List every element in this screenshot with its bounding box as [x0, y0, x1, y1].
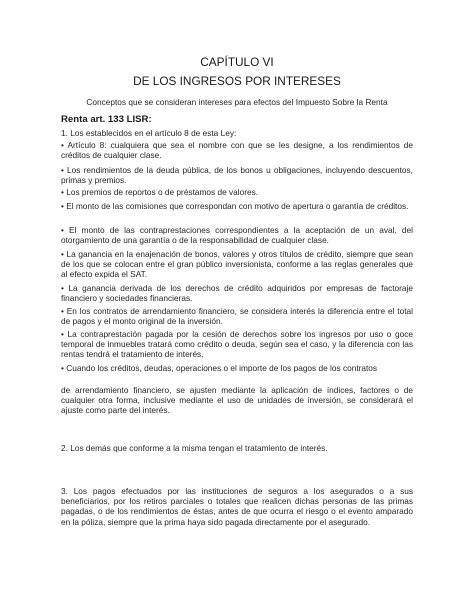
bullet-item: • Los rendimientos de la deuda pública, de los bonos u obligaciones, incluyendo descuentos, primas y premios.: [61, 165, 413, 186]
intro-paragraph: 1. Los establecidos en el artículo 8 de esta Ley:: [61, 128, 237, 138]
chapter-heading: DE LOS INGRESOS POR INTERESES: [133, 74, 341, 88]
bullet-item: • En los contratos de arrendamiento financiero, se considera interés la diferencia entre el total de pagos y el monto original de la inversión.: [61, 306, 413, 327]
point-3-paragraph: 3. Los pagos efectuados por las instituciones de seguros a los asegurados o a sus beneficiarios, por los retiros parciales o totales que realicen dichas personas de las primas pagadas, o de los rendimientos de éstas, antes de que ocurra el riesgo o el evento amparado en la póliza, siempre que la prima haya sido pagada directamente por el asegurado.: [61, 486, 413, 527]
bullet-item: • La ganancia derivada de los derechos de crédito adquiridos por empresas de factoraje financiero y sociedades financieras.: [61, 283, 413, 304]
bullet-item: • Cuando los créditos, deudas, operaciones o el importe de los pagos de los contratos: [61, 363, 378, 373]
article-reference: Renta art. 133 LISR:: [61, 114, 152, 125]
continuation-paragraph: de arrendamiento financiero, se ajusten mediante la aplicación de índices, factores o de cualquier otra forma, inclusive mediante el uso de unidades de inversión, se considerará el ajuste como parte del interés.: [61, 385, 413, 416]
point-2-paragraph: 2. Los demás que conforme a la misma tengan el tratamiento de interés.: [61, 443, 328, 453]
chapter-title: CAPÍTULO VI: [200, 55, 274, 69]
bullet-item: • La contraprestación pagada por la cesión de derechos sobre los ingresos por uso o goce temporal de inmuebles tratará como crédito o deuda, según sea el caso, y la diferencia con las rentas tendrá el tratamiento de interés.: [61, 329, 413, 360]
bullet-item: • El monto de las comisiones que correspondan con motivo de apertura o garantía de créditos.: [61, 201, 409, 211]
bullet-item: • Los premios de reportos o de préstamos de valores.: [61, 187, 259, 197]
bullet-item: • Artículo 8: cualquiera que sea el nombre con que se les designe, a los rendimientos de créditos de cualquier clase.: [61, 140, 413, 161]
subtitle: Conceptos que se consideran intereses para efectos del Impuesto Sobre la Renta: [86, 97, 388, 107]
bullet-item: • El monto de las contraprestaciones correspondientes a la aceptación de un aval, del otorgamiento de una garantía o de la responsabilidad de cualquier clase.: [61, 225, 413, 246]
bullet-item: • La ganancia en la enajenación de bonos, valores y otros títulos de crédito, siempre que sean de los que se colocan entre el gran público inversionista, conforme a las reglas generales que al efecto expida el SAT.: [61, 249, 413, 280]
